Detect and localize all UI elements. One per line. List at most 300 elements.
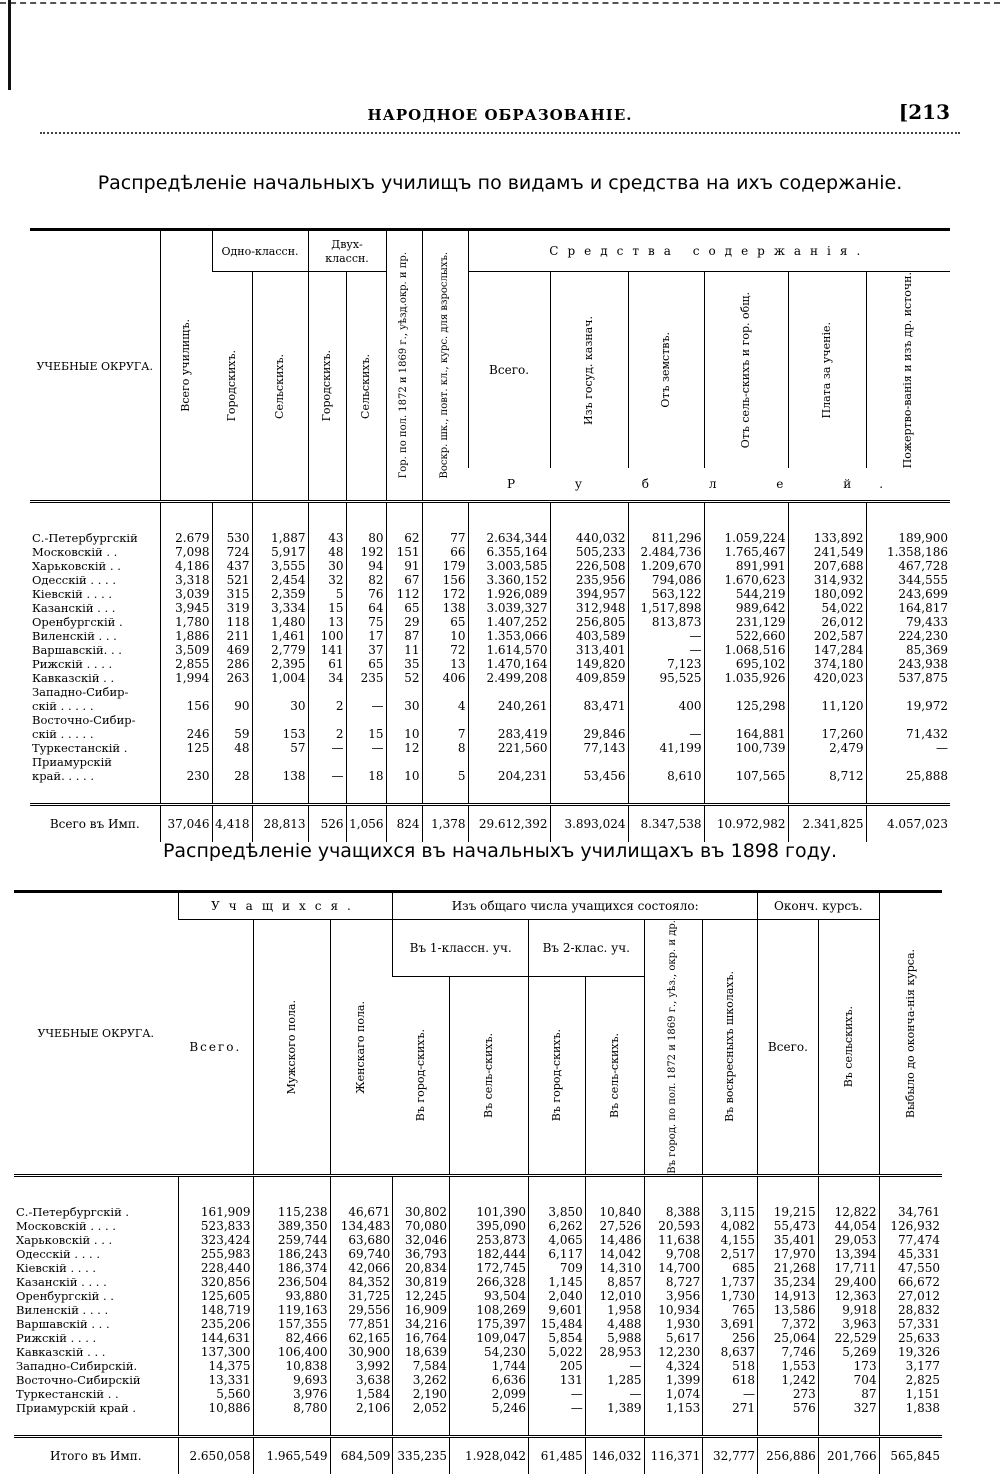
district-name-line: Приамурскій край . xyxy=(16,1400,136,1415)
table-cell: 141 xyxy=(308,643,346,657)
district-name-line: Харьковскій . . xyxy=(32,559,121,574)
page-header xyxy=(40,100,960,130)
table-cell: 45,331 xyxy=(879,1247,942,1261)
district-name-line: Московскій . . xyxy=(32,545,118,560)
table-cell: 1,480 xyxy=(252,615,308,629)
district-name xyxy=(14,1275,178,1289)
table-cell: 1,153 xyxy=(644,1401,703,1437)
table-cell: 25,888 xyxy=(866,755,950,805)
table-cell: 724 xyxy=(212,545,252,559)
district-name xyxy=(30,685,160,713)
table-cell: 125,605 xyxy=(178,1289,253,1303)
table-cell: 3,555 xyxy=(252,559,308,573)
table-cell: 271 xyxy=(703,1401,758,1437)
table-cell: 312,948 xyxy=(550,601,628,615)
table-cell: 72 xyxy=(422,643,468,657)
table-cell: 202,587 xyxy=(788,629,866,643)
table-cell: 9,708 xyxy=(644,1247,703,1261)
table-cell: — xyxy=(866,741,950,755)
table-cell: — xyxy=(703,1387,758,1401)
table-cell: 35,401 xyxy=(758,1233,819,1247)
table-cell: 44,054 xyxy=(818,1219,879,1233)
table-cell: 400 xyxy=(628,685,704,713)
table-row xyxy=(14,1359,942,1373)
table-cell: 65 xyxy=(422,615,468,629)
table-cell: 14,310 xyxy=(585,1261,644,1275)
table-cell: 3,318 xyxy=(160,573,212,587)
of-total-header: Изъ общаго числа учащихся состояло: xyxy=(393,892,758,920)
table-cell: 70,080 xyxy=(393,1219,450,1233)
table-cell: 93,504 xyxy=(450,1289,529,1303)
table-cell: 1.209,670 xyxy=(628,559,704,573)
table-cell: 3,945 xyxy=(160,601,212,615)
table-cell: 118 xyxy=(212,615,252,629)
table-cell: 153 xyxy=(252,713,308,741)
two-class-city-header-2: Въ город-скихъ. xyxy=(529,976,586,1175)
table-cell: 283,419 xyxy=(468,713,550,741)
table-cell: 15 xyxy=(308,601,346,615)
table-cell: 125 xyxy=(160,741,212,755)
table-cell: 64 xyxy=(346,601,386,615)
table-cell: 1,074 xyxy=(644,1387,703,1401)
district-name-line: Московскій . . . . xyxy=(16,1218,116,1233)
table-cell: — xyxy=(585,1359,644,1373)
table-cell: 4,065 xyxy=(529,1233,586,1247)
table-cell: — xyxy=(308,741,346,755)
funds-total-header: Всего. xyxy=(468,272,550,469)
table-cell: 403,589 xyxy=(550,629,628,643)
district-name-line: скій . . . . . xyxy=(32,727,94,742)
table-cell: 1,730 xyxy=(703,1289,758,1303)
table-cell: 2,479 xyxy=(788,741,866,755)
table-cell: 813,873 xyxy=(628,615,704,629)
table-cell: 544,219 xyxy=(704,587,788,601)
table-cell: 186,243 xyxy=(253,1247,330,1261)
table-cell: 320,856 xyxy=(178,1275,253,1289)
table-cell: 29,400 xyxy=(818,1275,879,1289)
table-cell: 709 xyxy=(529,1261,586,1275)
table-cell: 19,215 xyxy=(758,1175,819,1219)
district-name-line: Восточно-Сибир- xyxy=(32,713,136,728)
table-cell: 71,432 xyxy=(866,713,950,741)
table-cell: 286 xyxy=(212,657,252,671)
table-cell: 14,913 xyxy=(758,1289,819,1303)
table-row xyxy=(30,573,950,587)
table-cell: 29,053 xyxy=(818,1233,879,1247)
table-cell: 63,680 xyxy=(330,1233,393,1247)
table-cell: 3,039 xyxy=(160,587,212,601)
district-name-line: Западно-Сибир- xyxy=(32,685,129,700)
total-label: Итого въ Имп. xyxy=(14,1436,178,1474)
table-row xyxy=(14,1275,942,1289)
table-cell: 14,700 xyxy=(644,1261,703,1275)
table-cell: 41,199 xyxy=(628,741,704,755)
district-name-line: Туркестанскій . xyxy=(32,741,128,756)
table-cell: 891,991 xyxy=(704,559,788,573)
table-cell: 3,963 xyxy=(818,1317,879,1331)
table-cell: 172 xyxy=(422,587,468,601)
table-cell: 204,231 xyxy=(468,755,550,805)
table-cell: 1.059,224 xyxy=(704,502,788,546)
table-row xyxy=(30,545,950,559)
district-name xyxy=(30,502,160,546)
table-cell: 7,746 xyxy=(758,1345,819,1359)
table-cell: 12,822 xyxy=(818,1175,879,1219)
binding-mark xyxy=(8,0,11,90)
table-cell: 1.068,516 xyxy=(704,643,788,657)
table-row xyxy=(30,755,950,805)
students-table xyxy=(14,890,942,1474)
total-cell: 1.928,042 xyxy=(450,1436,529,1474)
table-cell: 3.039,327 xyxy=(468,601,550,615)
table-cell: 319 xyxy=(212,601,252,615)
table-cell: 180,092 xyxy=(788,587,866,601)
table-cell: 2,779 xyxy=(252,643,308,657)
table-cell: 235,956 xyxy=(550,573,628,587)
table-cell: 7,123 xyxy=(628,657,704,671)
table-cell: 13 xyxy=(308,615,346,629)
table-cell: 11,638 xyxy=(644,1233,703,1247)
table-cell: 8,780 xyxy=(253,1401,330,1437)
table-cell: 794,086 xyxy=(628,573,704,587)
funds-header: Средства содержанія. xyxy=(468,230,950,272)
table-cell: 15 xyxy=(346,713,386,741)
female-header: Женскаго пола. xyxy=(330,920,393,1176)
table-cell: 2.499,208 xyxy=(468,671,550,685)
table-cell: 5,617 xyxy=(644,1331,703,1345)
table-cell: — xyxy=(346,685,386,713)
table-cell: 28 xyxy=(212,755,252,805)
total-cell: 116,371 xyxy=(644,1436,703,1474)
table-cell: 3,638 xyxy=(330,1373,393,1387)
table-cell: 156 xyxy=(160,685,212,713)
table-cell: 15,484 xyxy=(529,1317,586,1331)
table-cell: 148,719 xyxy=(178,1303,253,1317)
law-schools-header: Гор. по пол. 1872 и 1869 г., уѣзд.окр. и пр. xyxy=(386,230,422,502)
table-cell: 138 xyxy=(252,755,308,805)
table-cell: 1,887 xyxy=(252,502,308,546)
table-cell: 100 xyxy=(308,629,346,643)
table-cell: 30 xyxy=(252,685,308,713)
table-cell: 1,838 xyxy=(879,1401,942,1437)
table-cell: 21,268 xyxy=(758,1261,819,1275)
table-cell: 125,298 xyxy=(704,685,788,713)
table-cell: 4,488 xyxy=(585,1317,644,1331)
table-cell: 1,886 xyxy=(160,629,212,643)
table-cell: 518 xyxy=(703,1359,758,1373)
table-cell: 207,688 xyxy=(788,559,866,573)
table-cell: 1,737 xyxy=(703,1275,758,1289)
table-cell: 25,064 xyxy=(758,1331,819,1345)
table-cell: 1,285 xyxy=(585,1373,644,1387)
table-cell: 2.679 xyxy=(160,502,212,546)
table-cell: 1.926,089 xyxy=(468,587,550,601)
table-row xyxy=(14,1317,942,1331)
one-class-rural-header-2: Въ сель-скихъ. xyxy=(450,976,529,1175)
district-name-line: Приамурскій xyxy=(32,755,112,770)
table-cell: 259,744 xyxy=(253,1233,330,1247)
table-cell: 66,672 xyxy=(879,1275,942,1289)
table-cell: 1,930 xyxy=(644,1317,703,1331)
district-name xyxy=(30,615,160,629)
table-cell: 95,525 xyxy=(628,671,704,685)
finished-total-header: Всего. xyxy=(758,920,819,1176)
table-cell: 1,517,898 xyxy=(628,601,704,615)
table-cell: 6,117 xyxy=(529,1247,586,1261)
table-cell: 106,400 xyxy=(253,1345,330,1359)
total-cell: 32,777 xyxy=(703,1436,758,1474)
table-cell: 2,099 xyxy=(450,1387,529,1401)
table-cell: 30 xyxy=(386,685,422,713)
table-cell: 34,216 xyxy=(393,1317,450,1331)
table-cell: 93,880 xyxy=(253,1289,330,1303)
table-cell: 521 xyxy=(212,573,252,587)
district-name-line: Восточно-Сибирскій xyxy=(16,1372,141,1387)
total-cell: 684,509 xyxy=(330,1436,393,1474)
table-cell: 315 xyxy=(212,587,252,601)
district-name xyxy=(14,1175,178,1219)
table-cell: 52 xyxy=(386,671,422,685)
table-cell: 7,098 xyxy=(160,545,212,559)
table-cell: 29,846 xyxy=(550,713,628,741)
table-cell: 4,082 xyxy=(703,1219,758,1233)
table-cell: 66 xyxy=(422,545,468,559)
total-cell: 1.965,549 xyxy=(253,1436,330,1474)
table-cell: 10 xyxy=(386,713,422,741)
table-cell: 12,230 xyxy=(644,1345,703,1359)
table-cell: 4,324 xyxy=(644,1359,703,1373)
district-name xyxy=(14,1247,178,1261)
district-name xyxy=(30,629,160,643)
table-cell: 3,177 xyxy=(879,1359,942,1373)
district-name-line: Варшавскій . . . xyxy=(16,1316,110,1331)
table-row xyxy=(14,1387,942,1401)
table-cell: 1.358,186 xyxy=(866,545,950,559)
table-cell: 179 xyxy=(422,559,468,573)
table-cell: 14,486 xyxy=(585,1233,644,1247)
district-name xyxy=(14,1233,178,1247)
table-cell: 107,565 xyxy=(704,755,788,805)
district-name xyxy=(14,1331,178,1345)
table-row xyxy=(30,685,950,713)
table-cell: 523,833 xyxy=(178,1219,253,1233)
table-cell: 186,374 xyxy=(253,1261,330,1275)
table-cell: 3,115 xyxy=(703,1175,758,1219)
table-cell: 2,052 xyxy=(393,1401,450,1437)
table-cell: 19,972 xyxy=(866,685,950,713)
table-cell: 90 xyxy=(212,685,252,713)
table-cell: 18,639 xyxy=(393,1345,450,1359)
table-cell: 10,838 xyxy=(253,1359,330,1373)
table-cell: 9,918 xyxy=(818,1303,879,1317)
table-cell: 2,517 xyxy=(703,1247,758,1261)
table-cell: 394,957 xyxy=(550,587,628,601)
district-name-line: Оренбургскій . xyxy=(32,615,123,630)
total-cell: 37,046 xyxy=(160,805,212,843)
table-cell: 1,994 xyxy=(160,671,212,685)
table-cell: 20,593 xyxy=(644,1219,703,1233)
district-name xyxy=(30,755,160,805)
table-cell: 164,881 xyxy=(704,713,788,741)
header-rule xyxy=(40,132,960,134)
table-cell: 42,066 xyxy=(330,1261,393,1275)
table-cell: 344,555 xyxy=(866,573,950,587)
table-cell: 241,549 xyxy=(788,545,866,559)
table-cell: 31,725 xyxy=(330,1289,393,1303)
table-row xyxy=(30,741,950,755)
table-cell: 3,850 xyxy=(529,1175,586,1219)
district-name-line: Казанскій . . . . xyxy=(16,1274,107,1289)
table-cell: 10 xyxy=(422,629,468,643)
table-row xyxy=(30,502,950,546)
table-row xyxy=(14,1303,942,1317)
district-name-line: Западно-Сибирскій. xyxy=(16,1358,138,1373)
table-cell: 82,466 xyxy=(253,1331,330,1345)
table-cell: 32,046 xyxy=(393,1233,450,1247)
table-row xyxy=(14,1401,942,1437)
table-cell: 395,090 xyxy=(450,1219,529,1233)
table-cell: 54,230 xyxy=(450,1345,529,1359)
table-cell: 228,440 xyxy=(178,1261,253,1275)
table-row xyxy=(14,1261,942,1275)
total-cell: 8.347,538 xyxy=(628,805,704,843)
table-cell: 211 xyxy=(212,629,252,643)
table-cell: 173 xyxy=(818,1359,879,1373)
district-name-line: Виленскій . . . xyxy=(32,629,117,644)
table-cell: 4 xyxy=(422,685,468,713)
table-cell: 1,389 xyxy=(585,1401,644,1437)
table-cell: 4,155 xyxy=(703,1233,758,1247)
table-cell: 94 xyxy=(346,559,386,573)
table-cell: 273 xyxy=(758,1387,819,1401)
table-cell: 157,355 xyxy=(253,1317,330,1331)
table-cell: 2,040 xyxy=(529,1289,586,1303)
district-name-line: Туркестанскій . . xyxy=(16,1386,119,1401)
donations-header: Пожертво-ванія и изъ др. источн. xyxy=(866,272,950,469)
table-cell: 1.470,164 xyxy=(468,657,550,671)
law-header-2: Въ город. по пол. 1872 и 1869 г., уѣз., окр. и др. xyxy=(644,920,703,1176)
table-cell: 537,875 xyxy=(866,671,950,685)
table-cell: 20,834 xyxy=(393,1261,450,1275)
district-name-line: край. . . . . xyxy=(32,769,94,784)
table-cell: 420,023 xyxy=(788,671,866,685)
table-cell: 6,262 xyxy=(529,1219,586,1233)
table-cell: 48 xyxy=(212,741,252,755)
total-cell: 4,418 xyxy=(212,805,252,843)
table-cell: 2,395 xyxy=(252,657,308,671)
one-class-header: Одно-классн. xyxy=(212,230,308,272)
total-cell: 2.341,825 xyxy=(788,805,866,843)
table-row xyxy=(14,1331,942,1345)
table-row xyxy=(30,587,950,601)
table-cell: 134,483 xyxy=(330,1219,393,1233)
table-cell: 253,873 xyxy=(450,1233,529,1247)
table-row xyxy=(14,1175,942,1219)
table-cell: 34,761 xyxy=(879,1175,942,1219)
table-cell: 138 xyxy=(422,601,468,615)
table1-caption: Распредѣленіе начальныхъ училищъ по видамъ и средства на ихъ содержаніе. xyxy=(97,172,903,194)
table-cell: 2,359 xyxy=(252,587,308,601)
table-cell: 5,022 xyxy=(529,1345,586,1359)
table-cell: 314,932 xyxy=(788,573,866,587)
table-cell: 87 xyxy=(818,1387,879,1401)
table-cell: 126,932 xyxy=(879,1219,942,1233)
sunday-schools-header: Воскр. шк., повт. кл., курс. для взрослыхъ. xyxy=(422,230,468,502)
table-row xyxy=(30,629,950,643)
district-name xyxy=(30,587,160,601)
district-name xyxy=(30,657,160,671)
table-cell: 9,693 xyxy=(253,1373,330,1387)
table-cell: 192 xyxy=(346,545,386,559)
table-cell: 11,120 xyxy=(788,685,866,713)
table-cell: 10,840 xyxy=(585,1175,644,1219)
table-cell: 3,992 xyxy=(330,1359,393,1373)
table-cell: 29 xyxy=(386,615,422,629)
table-cell: 1,151 xyxy=(879,1387,942,1401)
district-name xyxy=(14,1373,178,1387)
table-cell: 8,637 xyxy=(703,1345,758,1359)
table-cell: 266,328 xyxy=(450,1275,529,1289)
table-cell: 156 xyxy=(422,573,468,587)
page-top-edge xyxy=(0,2,1000,4)
table-cell: 57 xyxy=(252,741,308,755)
district-name-line: Одесскій . . . . xyxy=(16,1246,100,1261)
table-cell: 1.353,066 xyxy=(468,629,550,643)
students-header: Учащихся. xyxy=(178,892,393,920)
table-row xyxy=(14,1289,942,1303)
table-cell: 256 xyxy=(703,1331,758,1345)
total-cell: 1,056 xyxy=(346,805,386,843)
table-cell: 255,983 xyxy=(178,1247,253,1261)
table-cell: 61 xyxy=(308,657,346,671)
students-total-header: Всего. xyxy=(189,1039,242,1054)
district-name xyxy=(14,1289,178,1303)
table-cell: 522,660 xyxy=(704,629,788,643)
table-cell: 235 xyxy=(346,671,386,685)
table-cell: 618 xyxy=(703,1373,758,1387)
district-name xyxy=(14,1219,178,1233)
sunday-header-2: Въ воскресныхъ школахъ. xyxy=(703,920,758,1176)
one-class-city-header-2: Въ город-скихъ. xyxy=(413,1029,427,1122)
total-cell: 565,845 xyxy=(879,1436,942,1474)
district-name xyxy=(30,545,160,559)
table-cell: 9,601 xyxy=(529,1303,586,1317)
table-cell: 5,269 xyxy=(818,1345,879,1359)
table-cell: 87 xyxy=(386,629,422,643)
table-cell: 765 xyxy=(703,1303,758,1317)
two-class-rural-header-2: Въ сель-скихъ. xyxy=(585,976,644,1175)
table-cell: 3,334 xyxy=(252,601,308,615)
table-cell: 12,245 xyxy=(393,1289,450,1303)
table-cell: 59 xyxy=(212,713,252,741)
table-cell: 374,180 xyxy=(788,657,866,671)
table-cell: 469 xyxy=(212,643,252,657)
table-cell: — xyxy=(628,643,704,657)
district-name xyxy=(30,671,160,685)
total-label: Всего въ Имп. xyxy=(30,805,160,843)
table-cell: 6,636 xyxy=(450,1373,529,1387)
table2-caption: Распредѣленіе учащихся въ начальныхъ училищахъ въ 1898 году. xyxy=(162,840,838,862)
table-cell: 576 xyxy=(758,1401,819,1437)
district-name-line: Харьковскій . . . xyxy=(16,1232,113,1247)
table-cell: 989,642 xyxy=(704,601,788,615)
table-cell: — xyxy=(585,1387,644,1401)
one-class-school-header: Въ 1-классн. уч. xyxy=(393,920,529,977)
district-name-line: Виленскій . . . . xyxy=(16,1302,109,1317)
total-cell: 29.612,392 xyxy=(468,805,550,843)
table-cell: 30,802 xyxy=(393,1175,450,1219)
two-class-school-header: Въ 2-клас. уч. xyxy=(529,920,644,977)
